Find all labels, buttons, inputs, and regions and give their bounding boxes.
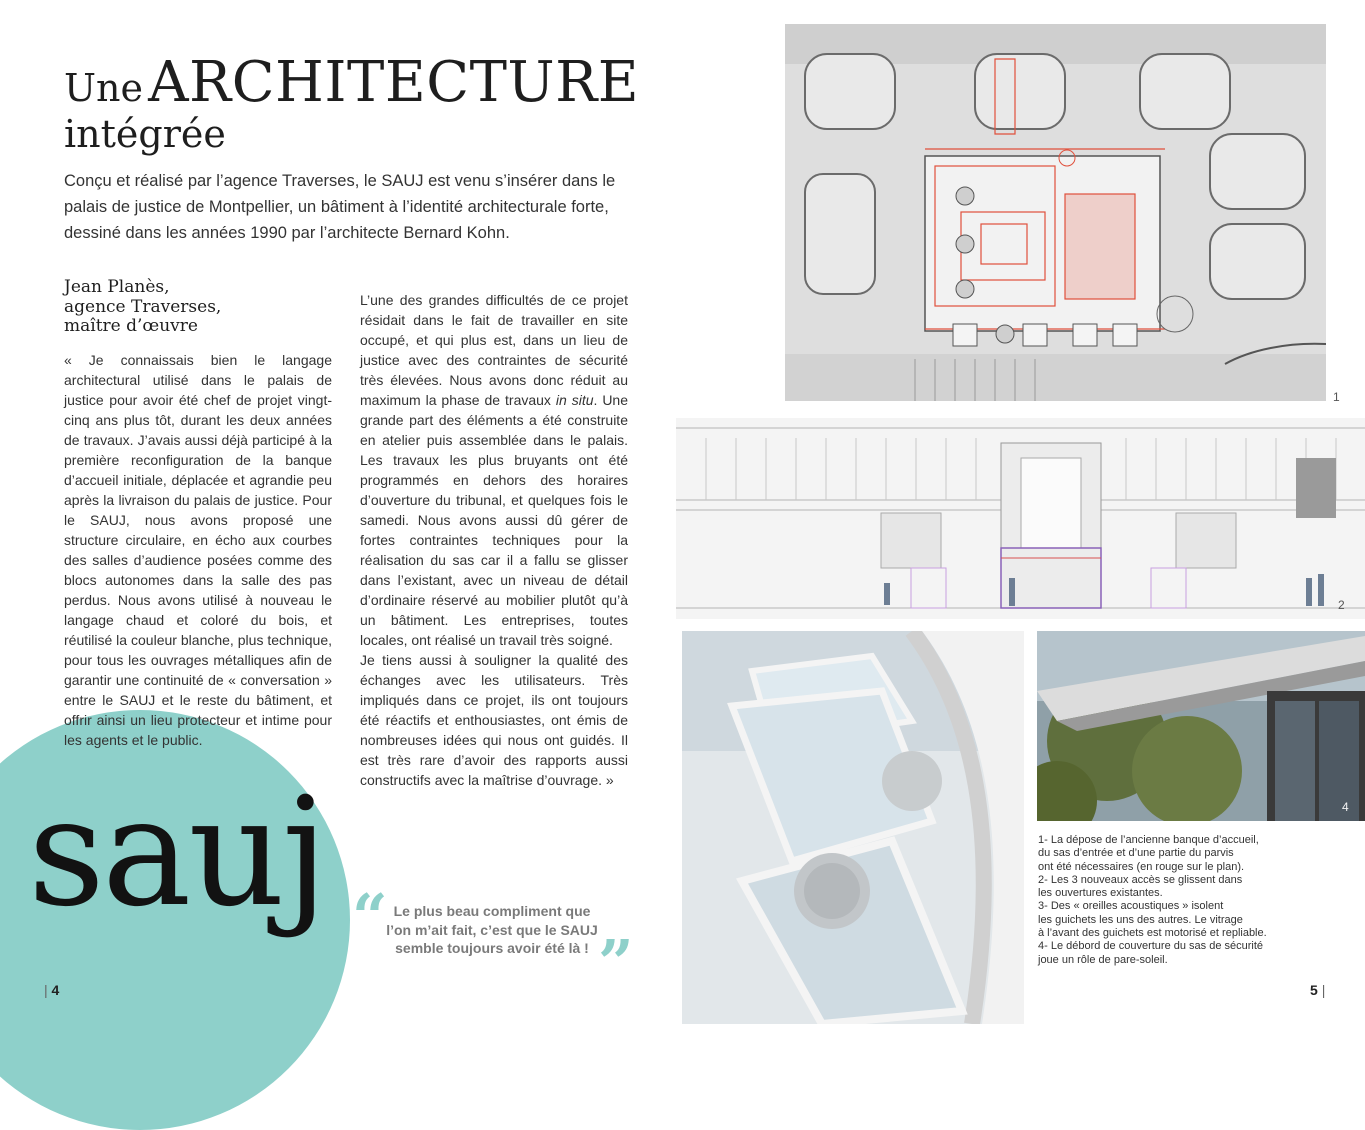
- caption-line: à l’avant des guichets est motorisé et repliable.: [1038, 927, 1267, 940]
- page-number-left: [44, 982, 59, 998]
- caption-line: 3- Des « oreilles acoustiques » isolent: [1038, 900, 1224, 913]
- facade-elevation-image: [676, 418, 1365, 619]
- caption-line: 4- Le débord de couverture du sas de sécurité: [1038, 940, 1264, 953]
- quote-line-3: semble toujours avoir été là !: [395, 940, 589, 956]
- caption-line: les ouvertures existantes.: [1038, 887, 1163, 900]
- title-main: ARCHITECTURE: [148, 50, 640, 115]
- glazing-illustration: [682, 631, 1024, 1024]
- pull-quote: [372, 902, 612, 958]
- page-number-left-value: 4: [51, 982, 60, 998]
- image-number-2: 2: [1338, 598, 1345, 612]
- text-column-1: [64, 350, 332, 750]
- column2-paragraph-2: Je tiens aussi à souligner la qualité des échanges avec les utilisateurs. Très impliqués dans ce projet, ils ont toujours été réactifs et enthousiastes, ont émis de nombreuses idées qui nous ont guidés. Il est très rare d’avoir des rapports aussi constructifs avec la maîtrise d’ouvrage. »: [360, 652, 628, 788]
- page-title: [64, 50, 639, 115]
- image-number-4: 4: [1342, 800, 1349, 814]
- author-name: Jean Planès,: [64, 277, 170, 297]
- page-number-right: [1310, 982, 1325, 998]
- caption-line: 1- La dépose de l’ancienne banque d’accueil,: [1038, 834, 1259, 846]
- column2-text-b: . Une grande part des éléments a été construite en atelier puis assemblée dans le palais. Les travaux les plus bruyants ont été programmés en dehors des horaires d’ouverture du tribunal, et quelques fois le samedi. Nous avons aussi dû gérer de fortes contraintes techniques pour la réalisation du sas car il a fallu se glisser dans l’existant, avec un niveau de détail d’ordinaire réservé au mobilier plutôt qu’à un bâtiment. Les entreprises, toutes locales, ont réalisé un travail très soigné.: [360, 392, 629, 648]
- image-number-3: 3: [1003, 1003, 1010, 1017]
- sauj-logo: sauj: [28, 766, 326, 940]
- image-number-1: 1: [1333, 390, 1340, 404]
- title-subline: intégrée: [64, 112, 226, 156]
- elevation-drawing: [676, 418, 1365, 619]
- quote-open-mark: “: [352, 880, 388, 953]
- column2-italic: in situ: [555, 392, 594, 408]
- text-column-2: [360, 290, 628, 790]
- author-role: maître d’œuvre: [64, 316, 198, 336]
- page-bar-left: |: [44, 982, 48, 998]
- glazing-photo: [682, 631, 1024, 1024]
- canopy-photo: [1037, 631, 1365, 821]
- intro-paragraph: Conçu et réalisé par l’agence Traverses, le SAUJ est venu s’insérer dans le palais de justice de Montpellier, un bâtiment à l’identité architecturale forte, dessiné dans les années 1990 par l’architecte Bernard Kohn.: [64, 172, 616, 242]
- caption-line: joue un rôle de pare-soleil.: [1038, 953, 1168, 966]
- quote-line-1: Le plus beau compliment que: [393, 903, 591, 919]
- column2-paragraph-1: [360, 290, 628, 650]
- author-heading: [64, 278, 344, 337]
- floor-plan-drawing: [785, 24, 1326, 401]
- floor-plan-image: [785, 24, 1326, 401]
- caption-line: du sas d’entrée et d’une partie du parvis: [1038, 847, 1234, 860]
- author-agency: agence Traverses,: [64, 296, 222, 317]
- quote-line-2: l’on m’ait fait, c’est que le SAUJ: [386, 921, 598, 938]
- page-bar-right: |: [1321, 982, 1326, 998]
- column2-text-a: L’une des grandes difficultés de ce projet résidait dans le fait de travailler en site occupé, et qui plus est, dans un lieu de justice avec des contraintes de sécurité très élevées. Nous avons donc réduit au maximum la phase de travaux: [360, 292, 628, 408]
- image-captions: [1038, 834, 1338, 967]
- canopy-illustration: [1037, 631, 1365, 821]
- title-prefix: Une: [64, 66, 143, 110]
- caption-line: ont été nécessaires (en rouge sur le plan).: [1038, 860, 1245, 873]
- caption-line: les guichets les uns des autres. Le vitrage: [1038, 913, 1243, 926]
- column1-paragraph: « Je connaissais bien le langage architectural utilisé dans le palais de justice pour avoir été chef de projet vingt-cinq ans plus tôt, durant les deux années de travaux. J’avais aussi déjà participé à la première reconfiguration de la banque d’accueil initiale, déplacée et agrandie peu après la livraison du palais de justice. Pour le SAUJ, nous avons proposé une structure circulaire, en écho aux courbes des salles d’audience posées comme des blocs autonomes dans la salle des pas perdus. Nous avons utilisé à nouveau le langage chaud et coloré du bois, et réutilisé la couleur blanche, plus technique, pour tous les ouvrages métalliques afin de garantir une continuité de « conversation » entre le SAUJ et le reste du bâtiment, et offrir ainsi un lieu protecteur et intime pour les agents et le public.: [64, 352, 332, 748]
- page-number-right-value: 5: [1310, 982, 1318, 998]
- caption-line: 2- Les 3 nouveaux accès se glissent dans: [1038, 873, 1243, 886]
- quote-close-mark: ”: [598, 926, 634, 999]
